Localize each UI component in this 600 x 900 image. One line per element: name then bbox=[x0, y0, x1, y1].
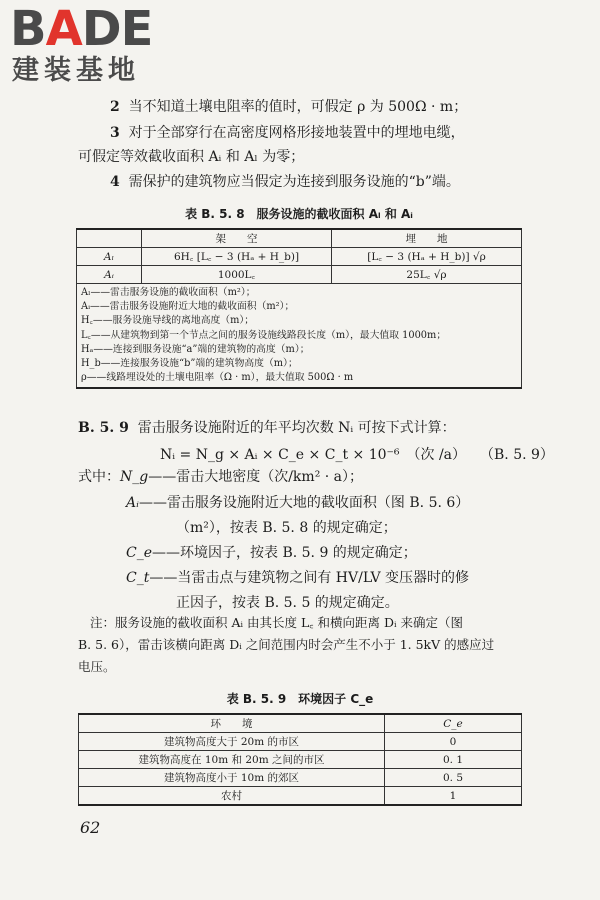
table-header-cell: C_e bbox=[385, 714, 522, 733]
brand-subtitle: 建装基地 bbox=[12, 55, 140, 86]
table-header-cell bbox=[77, 229, 142, 248]
where-line-4-cont: 正因子，按表 B. 5. 5 的规定确定。 bbox=[176, 595, 399, 611]
table-cell: Aᵢ bbox=[77, 266, 142, 284]
table-cell: 建筑物高度小于 10m 的郊区 bbox=[79, 769, 385, 787]
table-header-cell: 环 境 bbox=[79, 714, 385, 733]
page-number: 62 bbox=[80, 818, 101, 837]
table-cell: [L꜀ − 3 (Hₐ + H_b)] √ρ bbox=[332, 248, 522, 266]
clause-3-cont: 可假定等效截收面积 Aᵢ 和 Aₗ 为零； bbox=[78, 149, 305, 165]
table-cell: Aₗ bbox=[77, 248, 142, 266]
note-line: 注：服务设施的截收面积 Aᵢ 由其长度 L꜀ 和横向距离 Dᵢ 来确定（图 bbox=[90, 615, 464, 630]
table-row bbox=[77, 266, 522, 284]
formula-b59: Nᵢ = N_g × Aᵢ × C_e × C_t × 10⁻⁶ （次 /a） （B. 5. 9） bbox=[160, 447, 554, 463]
table-b58-caption: 表 B. 5. 8 服务设施的截收面积 Aₗ 和 Aᵢ bbox=[185, 207, 413, 221]
table-cell: 0 bbox=[385, 733, 522, 751]
where-line-4: C_t——当雷击点与建筑物之间有 HV/LV 变压器时的修 bbox=[126, 570, 470, 586]
table-row bbox=[79, 733, 522, 751]
note-line: 电压。 bbox=[78, 659, 116, 674]
table-cell: 25L꜀ √ρ bbox=[332, 266, 522, 284]
table-cell: 0. 5 bbox=[385, 769, 522, 787]
clause-4: 4 需保护的建筑物应当假定为连接到服务设施的“b”端。 bbox=[110, 174, 460, 190]
table-header-cell: 埋 地 bbox=[332, 229, 522, 248]
where-line-2: Aᵢ——雷击服务设施附近大地的截收面积（图 B. 5. 6） bbox=[126, 495, 470, 511]
clause-label: B. 5. 9 bbox=[78, 420, 129, 436]
table-notes bbox=[77, 284, 522, 389]
table-header-row bbox=[79, 714, 522, 733]
clause-b59: B. 5. 9 雷击服务设施附近的年平均次数 Nᵢ 可按下式计算： bbox=[78, 420, 456, 436]
clause-2: 2 当不知道土壤电阻率的值时，可假定 ρ 为 500Ω · m； bbox=[110, 99, 468, 115]
table-b59-caption: 表 B. 5. 9 环境因子 C_e bbox=[226, 692, 374, 706]
logo-accent-letter: A bbox=[45, 1, 82, 57]
table-cell: 农村 bbox=[79, 787, 385, 806]
table-cell: 建筑物高度在 10m 和 20m 之间的市区 bbox=[79, 751, 385, 769]
table-row bbox=[77, 248, 522, 266]
table-cell: 6H꜀ [L꜀ − 3 (Hₐ + H_b)] bbox=[142, 248, 332, 266]
table-cell: 0. 1 bbox=[385, 751, 522, 769]
where-line-2-cont: （m²），按表 B. 5. 8 的规定确定； bbox=[176, 520, 397, 536]
clause-3: 3 对于全部穿行在高密度网格形接地装置中的埋地电缆， bbox=[110, 125, 465, 141]
where-line-1: 式中：N_g——雷击大地密度（次/km² · a）； bbox=[78, 469, 364, 485]
table-row bbox=[79, 751, 522, 769]
table-note: H꜀——服务设施导线的离地高度（m）； bbox=[81, 315, 255, 327]
brand-logo: BADE bbox=[10, 1, 153, 57]
table-cell: 1 bbox=[385, 787, 522, 806]
table-cell: 1000L꜀ bbox=[142, 266, 332, 284]
table-note: Hₐ——连接到服务设施“a”端的建筑物的高度（m）； bbox=[81, 343, 310, 355]
table-b59 bbox=[78, 713, 522, 806]
table-row bbox=[79, 769, 522, 787]
note-line: B. 5. 6），雷击该横向距离 Dᵢ 之间范围内时会产生不小于 1. 5kV 的感应过 bbox=[78, 637, 495, 652]
where-line-3: C_e——环境因子，按表 B. 5. 9 的规定确定； bbox=[126, 545, 417, 561]
table-note: Aₗ——雷击服务设施的截收面积（m²）； bbox=[81, 287, 256, 298]
table-header-cell: 架 空 bbox=[142, 229, 332, 248]
table-note: Aᵢ——雷击服务设施附近大地的截收面积（m²）； bbox=[81, 301, 295, 313]
table-notes-row bbox=[77, 284, 522, 389]
table-b58 bbox=[76, 228, 522, 389]
table-header-row bbox=[77, 229, 522, 248]
table-cell: 建筑物高度大于 20m 的市区 bbox=[79, 733, 385, 751]
table-note: H_b——连接服务设施“b”端的建筑物高度（m）； bbox=[81, 358, 298, 370]
table-note: L꜀——从建筑物到第一个节点之间的服务设施线路段长度（m），最大值取 1000m； bbox=[81, 329, 447, 341]
table-note: ρ——线路埋设处的土壤电阻率（Ω · m），最大值取 500Ω · m bbox=[81, 372, 354, 384]
table-row bbox=[79, 787, 522, 806]
